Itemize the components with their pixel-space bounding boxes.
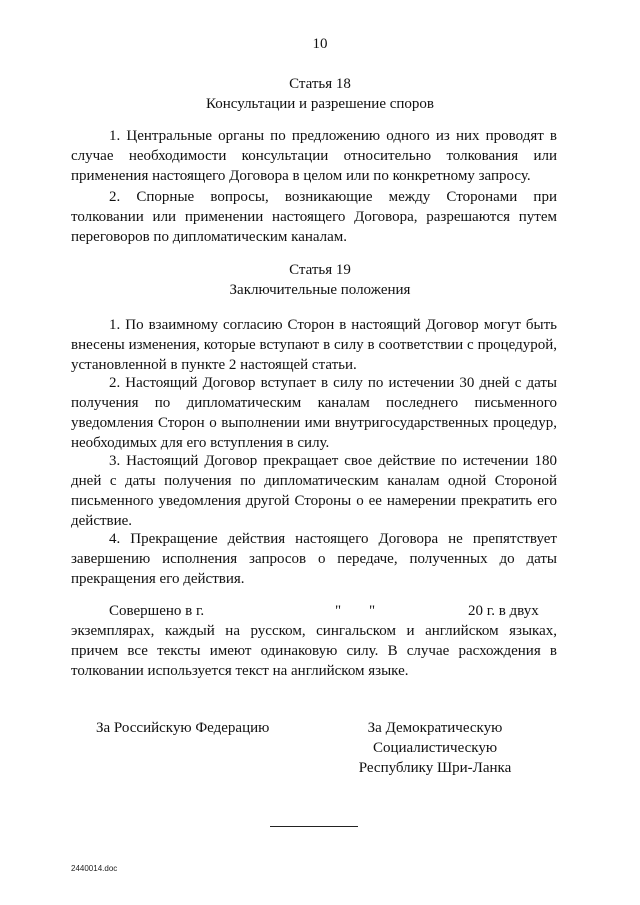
- article-18-paragraph-2: 2. Спорные вопросы, возникающие между Сторонами при толковании или применении настоящего Договора, разрешаются путем переговоров по дипломатическим каналам.: [71, 189, 557, 245]
- signature-sri-lanka-line-3: Республику Шри-Ланка: [358, 760, 512, 776]
- article-18-title: Статья 18: [289, 76, 351, 92]
- closing-quote-open: ": [335, 603, 342, 619]
- article-19-paragraph-1: 1. По взаимному согласию Сторон в настоящий Договор могут быть внесены изменения, которые вступают в силу в соответствии с процедурой, установленной в пункте 2 настоящей статьи.: [71, 317, 557, 373]
- article-19-paragraph-2: 2. Настоящий Договор вступает в силу по истечении 30 дней с даты получения по дипломатическим каналам последнего письменного уведомления Сторон о выполнении ими внутригосударственных процедур, необходимых для его вступления в силу.: [71, 375, 557, 451]
- signature-sri-lanka: [340, 718, 530, 778]
- article-19-subtitle: Заключительные положения: [229, 282, 411, 298]
- closing-date-line: [71, 601, 557, 621]
- footer-file-name: 2440014.doc: [71, 864, 118, 873]
- article-18-subtitle: Консультации и разрешение споров: [205, 96, 435, 112]
- closing-year: 20 г. в двух: [468, 603, 539, 619]
- article-19-paragraph-3: 3. Настоящий Договор прекращает свое действие по истечении 180 дней с даты получения по дипломатическим каналам одной Стороной письменного уведомления другой Стороны о ее намерении прекратить его действие.: [71, 453, 557, 529]
- signature-sri-lanka-line-1: За Демократическую: [367, 720, 503, 736]
- closing-paragraph: экземплярах, каждый на русском, сингальском и английском языках, причем все тексты имеют одинаковую силу. В случае расхождения в толковании используется текст на английском языке.: [71, 623, 557, 679]
- article-19-paragraph-4: 4. Прекращение действия настоящего Договора не препятствует завершению исполнения запросов о передаче, полученных до даты прекращения его действия.: [71, 531, 557, 587]
- closing-quote-close: ": [369, 603, 376, 619]
- signature-sri-lanka-line-2: Социалистическую: [372, 740, 498, 756]
- end-divider: [270, 826, 358, 827]
- signature-russian-federation: За Российскую Федерацию: [96, 720, 270, 736]
- article-18-paragraph-1: 1. Центральные органы по предложению одного из них проводят в случае необходимости консультации относительно толкования или применения настоящего Договора в целом или по конкретному запросу.: [71, 128, 557, 184]
- closing-done-in: Совершено в г.: [109, 603, 205, 619]
- article-19-title: Статья 19: [289, 262, 351, 278]
- page-number: 10: [312, 36, 328, 52]
